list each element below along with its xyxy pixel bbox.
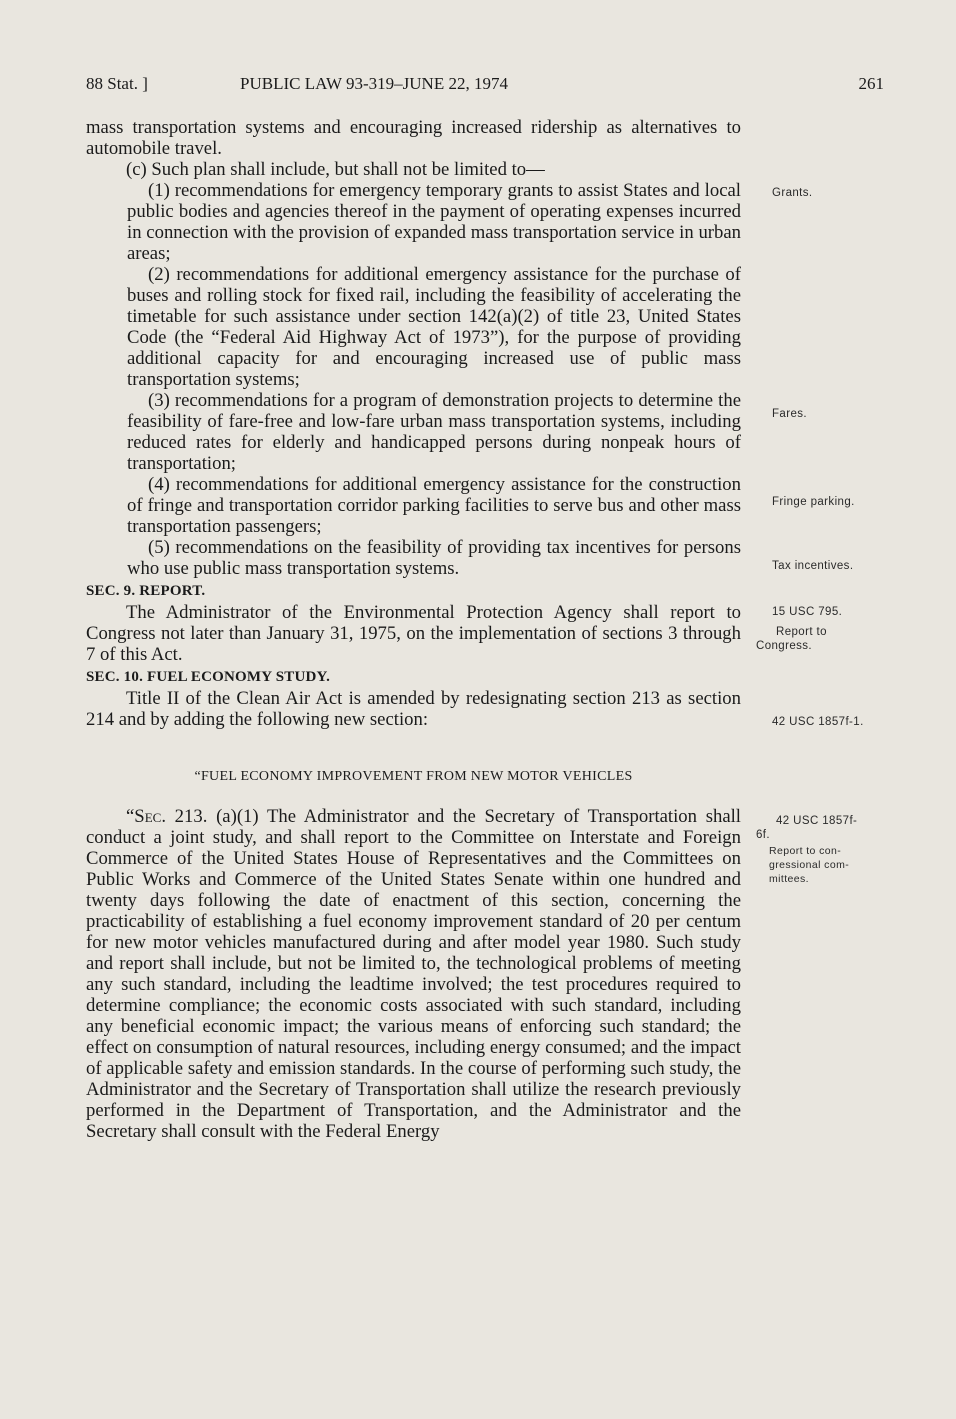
item-1: (1) recommendations for emergency temporary grants to assist States and local public bodies and agencies thereof in the payment of operating expenses incurred in connection with the provision of expanded mass transportation service in urban areas; — [127, 180, 741, 264]
section-213-body: . 213. (a)(1) The Administrator and the Secretary of Transportation shall conduct a joint study, and shall report to the Committee on Interstate and Foreign Commerce of the United States House of Representatives and the Committees on Public Works and Commerce of the United States Senate within one hundred and twenty days following the date of enactment of this section, concerning the practicability of establishing a fuel economy improvement standard of 20 per centum for new motor vehicles manufactured during and after model year 1980. Such study and report shall include, but not be limited to, the technological problems of meeting any such standard, including the leadtime involved; the test procedures required to determine compliance; the economic costs associated with such standard, including any beneficial economic impact; the various means of enforcing such standard; the effect on consumption of natural resources, including energy consumed; and the impact of applicable safety and emission standards. In the course of performing such study, the Administrator and the Secretary of Transportation shall utilize the research previously performed in the Department of Transportation, and the Administrator and the Secretary shall consult with the Federal Energy — [86, 806, 741, 1142]
margin-note-fringe-parking: Fringe parking. — [772, 496, 855, 508]
volume-citation: 88 Stat. ] — [86, 74, 148, 93]
margin-note-42-usc-1857f-1: 42 USC 1857f-1. — [772, 716, 864, 728]
margin-note-report-to: Report to — [776, 626, 827, 638]
margin-note-42-usc-1857f-6f-line2: 6f. — [756, 829, 770, 841]
margin-note-congress: Congress. — [756, 640, 813, 652]
subsection-c: (c) Such plan shall include, but shall not be limited to— — [126, 159, 545, 180]
margin-note-report-congressional-line3: mittees. — [769, 873, 809, 885]
margin-note-15-usc-795: 15 USC 795. — [772, 606, 843, 618]
section-10-heading: SEC. 10. FUEL ECONOMY STUDY. — [86, 669, 331, 685]
paragraph-continuation: mass transportation systems and encouraging increased ridership as alternatives to automobile travel. — [86, 117, 741, 159]
margin-note-fares: Fares. — [772, 408, 807, 420]
item-3: (3) recommendations for a program of demonstration projects to determine the feasibility of fare-free and low-fare urban mass transportation systems, including reduced rates for elderly and handicapped persons during nonpeak hours of transportation; — [127, 390, 741, 474]
section-213-open-quote: “ — [126, 806, 135, 827]
running-head — [86, 72, 884, 96]
margin-note-report-congressional-line1: Report to con- — [769, 845, 842, 857]
page-number: 261 — [858, 74, 884, 93]
margin-note-report-congressional-line2: gressional com- — [769, 859, 850, 871]
section-9-heading: SEC. 9. REPORT. — [86, 583, 206, 599]
margin-note-tax-incentives: Tax incentives. — [772, 560, 854, 572]
section-213-text — [86, 806, 741, 1142]
section-213-sec-label: Sec — [134, 806, 162, 827]
section-10-text: Title II of the Clean Air Act is amended by redesignating section 213 as section 214 and by adding the following new section: — [86, 688, 741, 730]
item-5: (5) recommendations on the feasibility of providing tax incentives for persons who use public mass transportation systems. — [127, 537, 741, 579]
item-4: (4) recommendations for additional emergency assistance for the construction of fringe and transportation corridor parking facilities to serve bus and other mass transportation passengers; — [127, 474, 741, 537]
margin-note-grants: Grants. — [772, 187, 813, 199]
margin-note-42-usc-1857f-6f-line1: 42 USC 1857f- — [776, 815, 858, 827]
section-9-text: The Administrator of the Environmental Protection Agency shall report to Congress not later than January 31, 1975, on the implementation of sections 3 through 7 of this Act. — [86, 602, 741, 665]
body-text — [86, 117, 741, 1142]
law-title: PUBLIC LAW 93-319–JUNE 22, 1974 — [240, 74, 508, 93]
new-section-heading: “FUEL ECONOMY IMPROVEMENT FROM NEW MOTOR VEHICLES — [194, 769, 633, 784]
item-2: (2) recommendations for additional emergency assistance for the purchase of buses and rolling stock for fixed rail, including the feasibility of accelerating the timetable for such assistance under section 142(a)(2) of title 23, United States Code (the “Federal Aid Highway Act of 1973”), for the purpose of providing additional capacity for and encouraging increased use of public mass transportation systems; — [127, 264, 741, 390]
